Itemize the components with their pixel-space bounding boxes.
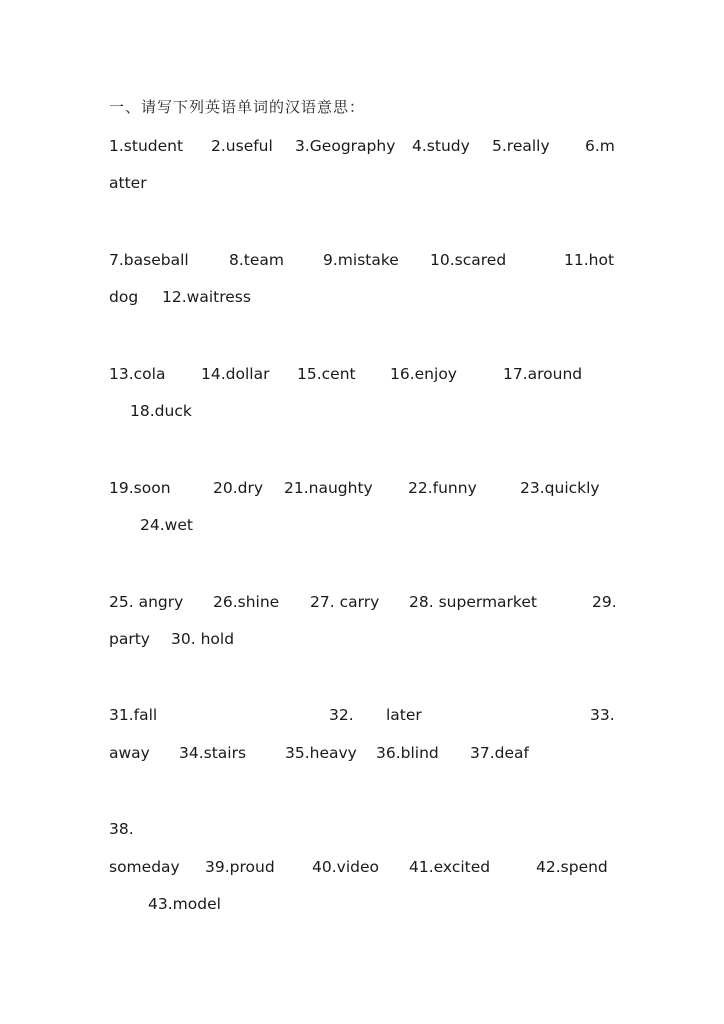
vocab-word: 3.Geography bbox=[295, 137, 396, 155]
vocab-word: 9.mistake bbox=[323, 251, 399, 269]
vocab-word: 31.fall bbox=[109, 706, 158, 724]
vocab-word: 11.hot bbox=[564, 251, 615, 269]
vocab-word: 17.around bbox=[503, 365, 583, 383]
vocab-word: 28. supermarket bbox=[409, 593, 537, 611]
vocab-word: 26.shine bbox=[213, 593, 280, 611]
vocab-word: 22.funny bbox=[408, 479, 477, 497]
vocab-word: 24.wet bbox=[140, 516, 193, 534]
vocab-word: 23.quickly bbox=[520, 479, 600, 497]
vocab-word: later bbox=[386, 706, 422, 724]
vocab-word: 43.model bbox=[148, 895, 221, 913]
vocab-word: 21.naughty bbox=[284, 479, 373, 497]
vocab-word: 13.cola bbox=[109, 365, 166, 383]
vocab-word: 20.dry bbox=[213, 479, 264, 497]
vocab-word: 32. bbox=[329, 706, 354, 724]
vocab-word: 10.scared bbox=[430, 251, 507, 269]
vocab-word: dog bbox=[109, 288, 139, 306]
vocab-word: away bbox=[109, 744, 150, 762]
vocab-word: 12.waitress bbox=[162, 288, 251, 306]
vocab-word: 8.team bbox=[229, 251, 284, 269]
vocab-word: 25. angry bbox=[109, 593, 184, 611]
vocab-word: 37.deaf bbox=[470, 744, 529, 762]
vocab-word: atter bbox=[109, 174, 147, 192]
vocab-word: 5.really bbox=[492, 137, 550, 155]
vocab-word: 36.blind bbox=[376, 744, 439, 762]
vocab-word: 4.study bbox=[412, 137, 470, 155]
vocab-word: 27. carry bbox=[310, 593, 380, 611]
vocab-word: 41.excited bbox=[409, 858, 491, 876]
vocab-word: 7.baseball bbox=[109, 251, 189, 269]
vocab-word: 16.enjoy bbox=[390, 365, 457, 383]
vocab-word: 18.duck bbox=[130, 402, 192, 420]
vocab-word: 2.useful bbox=[211, 137, 273, 155]
vocab-word: 33. bbox=[590, 706, 615, 724]
vocab-word: 38. bbox=[109, 820, 134, 838]
vocab-word: 15.cent bbox=[297, 365, 356, 383]
vocab-word: 29. bbox=[592, 593, 617, 611]
vocab-word: 39.proud bbox=[205, 858, 275, 876]
vocab-word: 14.dollar bbox=[201, 365, 270, 383]
vocab-word: 6.m bbox=[585, 137, 615, 155]
vocab-word: 35.heavy bbox=[285, 744, 357, 762]
vocab-word: 42.spend bbox=[536, 858, 608, 876]
vocab-word: 1.student bbox=[109, 137, 184, 155]
vocab-word: party bbox=[109, 630, 150, 648]
vocab-word: 34.stairs bbox=[179, 744, 247, 762]
vocab-word: 19.soon bbox=[109, 479, 171, 497]
vocab-word: 40.video bbox=[312, 858, 379, 876]
vocab-word: 30. hold bbox=[171, 630, 235, 648]
vocab-word: someday bbox=[109, 858, 180, 876]
section-heading: 一、请写下列英语单词的汉语意思： bbox=[109, 98, 366, 116]
